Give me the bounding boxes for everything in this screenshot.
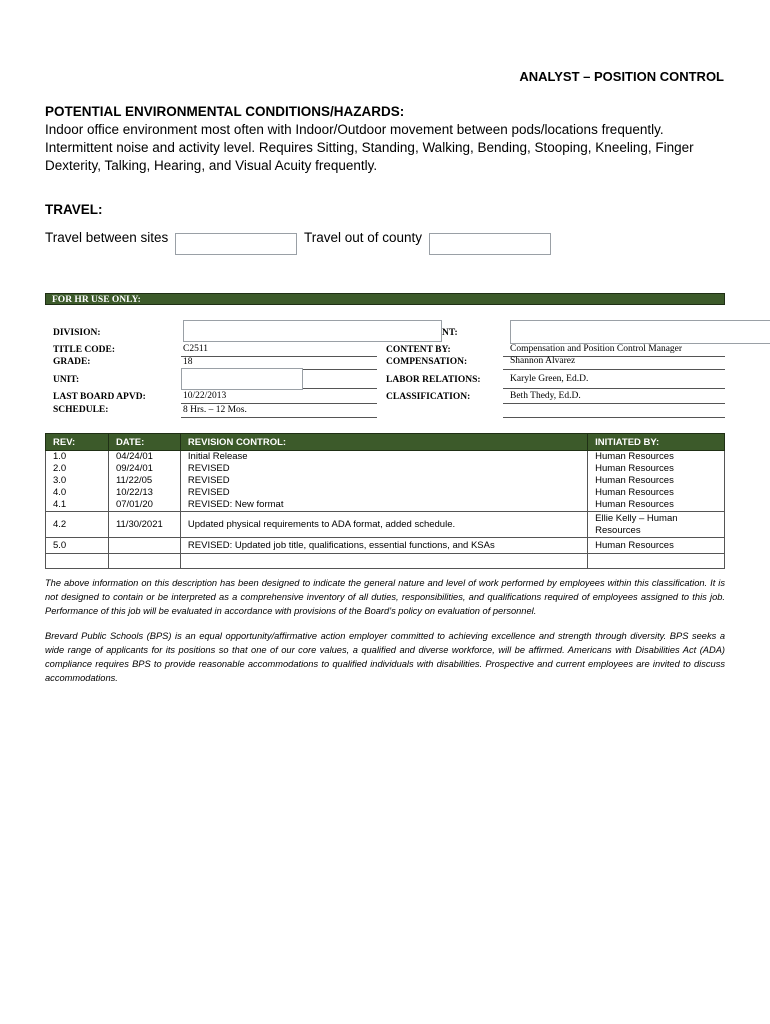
travel-between-sites-label: Travel between sites	[45, 230, 169, 245]
table-row	[46, 554, 725, 569]
date-cell: 11/22/05	[108, 475, 180, 487]
rev-cell: 3.0	[46, 475, 109, 487]
rev-cell: 4.0	[46, 487, 109, 499]
title-code-label: TITLE CODE:	[53, 345, 116, 355]
date-cell	[108, 554, 180, 569]
division-label: DIVISION:	[53, 328, 101, 338]
rev-cell	[46, 554, 109, 569]
date-cell: 04/24/01	[108, 451, 180, 464]
revision-cell: REVISED: New format	[180, 499, 587, 512]
initiated-by-cell	[588, 554, 725, 569]
revision-header-row	[46, 434, 725, 451]
last-board-label: LAST BOARD APVD:	[53, 392, 146, 402]
date-cell	[108, 538, 180, 554]
travel-out-of-county-field[interactable]	[429, 233, 551, 255]
initiated-by-cell: Human Resources	[588, 451, 725, 464]
initiated-by-cell: Human Resources	[588, 463, 725, 475]
rev-cell: 4.2	[46, 512, 109, 538]
col-initiated-by-header: INITIATED BY:	[588, 434, 725, 451]
department-field[interactable]	[510, 320, 770, 344]
disclaimer-text: The above information on this description has been designed to indicate the general nature and level of work performed by employees within this classification. It is not designed to contain or be interpreted as a comprehensive inventory of all duties, responsibilities, and qualifications required of employees assigned to this job. Performance of this job will be evaluated in accordance with provisions of the Board’s policy on evaluation of personnel.	[45, 578, 725, 616]
rev-cell: 2.0	[46, 463, 109, 475]
initiated-by-cell: Human Resources	[588, 475, 725, 487]
compensation-value: Shannon Alvarez	[510, 356, 576, 366]
col-date-header: DATE:	[108, 434, 180, 451]
last-board-value: 10/22/2013	[183, 391, 227, 401]
revision-cell: REVISED	[180, 487, 587, 499]
revision-cell: Initial Release	[180, 451, 587, 464]
col-revision-control-header: REVISION CONTROL:	[180, 434, 587, 451]
division-field[interactable]	[183, 320, 442, 342]
content-by-value: Compensation and Position Control Manager	[510, 344, 683, 354]
classification-label: CLASSIFICATION:	[386, 392, 471, 402]
table-row	[46, 512, 725, 538]
title-code-value: C2511	[183, 344, 208, 354]
col-rev-header: REV:	[46, 434, 109, 451]
date-cell: 09/24/01	[108, 463, 180, 475]
table-row	[46, 475, 725, 487]
classification-value: Beth Thedy, Ed.D.	[510, 391, 581, 401]
environment-heading: POTENTIAL ENVIRONMENTAL CONDITIONS/HAZARDS:	[45, 104, 405, 119]
labor-relations-value: Karyle Green, Ed.D.	[510, 374, 589, 384]
table-row	[46, 499, 725, 512]
hr-use-only-bar: FOR HR USE ONLY:	[45, 293, 725, 305]
compensation-label: COMPENSATION:	[386, 357, 468, 367]
revision-cell: REVISED	[180, 463, 587, 475]
table-row	[46, 451, 725, 464]
grade-label: GRADE:	[53, 357, 91, 367]
revision-cell: Updated physical requirements to ADA format, added schedule.	[180, 512, 587, 538]
initiated-by-cell: Human Resources	[588, 487, 725, 499]
date-cell: 11/30/2021	[108, 512, 180, 538]
travel-heading: TRAVEL:	[45, 202, 103, 217]
travel-out-of-county-label: Travel out of county	[304, 230, 423, 245]
revision-table	[45, 433, 725, 569]
initiated-by-cell: Human Resources	[588, 499, 725, 512]
date-cell: 07/01/20	[108, 499, 180, 512]
date-cell: 10/22/13	[108, 487, 180, 499]
schedule-value: 8 Hrs. – 12 Mos.	[183, 405, 247, 415]
hr-info-grid	[45, 318, 770, 422]
unit-label: UNIT:	[53, 375, 80, 385]
schedule-label: SCHEDULE:	[53, 405, 109, 415]
rev-cell: 1.0	[46, 451, 109, 464]
labor-relations-label: LABOR RELATIONS:	[386, 375, 481, 385]
initiated-by-cell: Human Resources	[588, 538, 725, 554]
unit-field[interactable]	[181, 368, 303, 390]
initiated-by-cell: Ellie Kelly – Human Resources	[588, 512, 725, 538]
rev-cell: 5.0	[46, 538, 109, 554]
department-label: NT:	[442, 328, 458, 338]
revision-cell: REVISED: Updated job title, qualifications, essential functions, and KSAs	[180, 538, 587, 554]
table-row	[46, 487, 725, 499]
environment-text: Indoor office environment most often with Indoor/Outdoor movement between pods/locations frequently. Intermittent noise and activity level. Requires Sitting, Standing, Walking, Bending, Stooping, Kneeling, Finger Dexterity, Talking, Hearing, and Visual Acuity frequently.	[45, 122, 694, 173]
grade-value: 18	[183, 357, 193, 367]
document-title: ANALYST – POSITION CONTROL	[519, 69, 724, 84]
eeo-statement: Brevard Public Schools (BPS) is an equal opportunity/affirmative action employer committed to achieving excellence and strength through diversity. BPS seeks a wide range of applicants for its positions so that one of our core values, a qualified and diverse workforce, will be affirmed. Americans with Disabilities Act (ADA) compliance requires BPS to provide reasonable accommodations to qualified individuals with disabilities. Prospective and current employees are invited to discuss accommodations.	[45, 631, 725, 683]
revision-cell	[180, 554, 587, 569]
revision-cell: REVISED	[180, 475, 587, 487]
rev-cell: 4.1	[46, 499, 109, 512]
table-row	[46, 463, 725, 475]
content-by-label: CONTENT BY:	[386, 345, 451, 355]
table-row	[46, 538, 725, 554]
travel-between-sites-field[interactable]	[175, 233, 297, 255]
